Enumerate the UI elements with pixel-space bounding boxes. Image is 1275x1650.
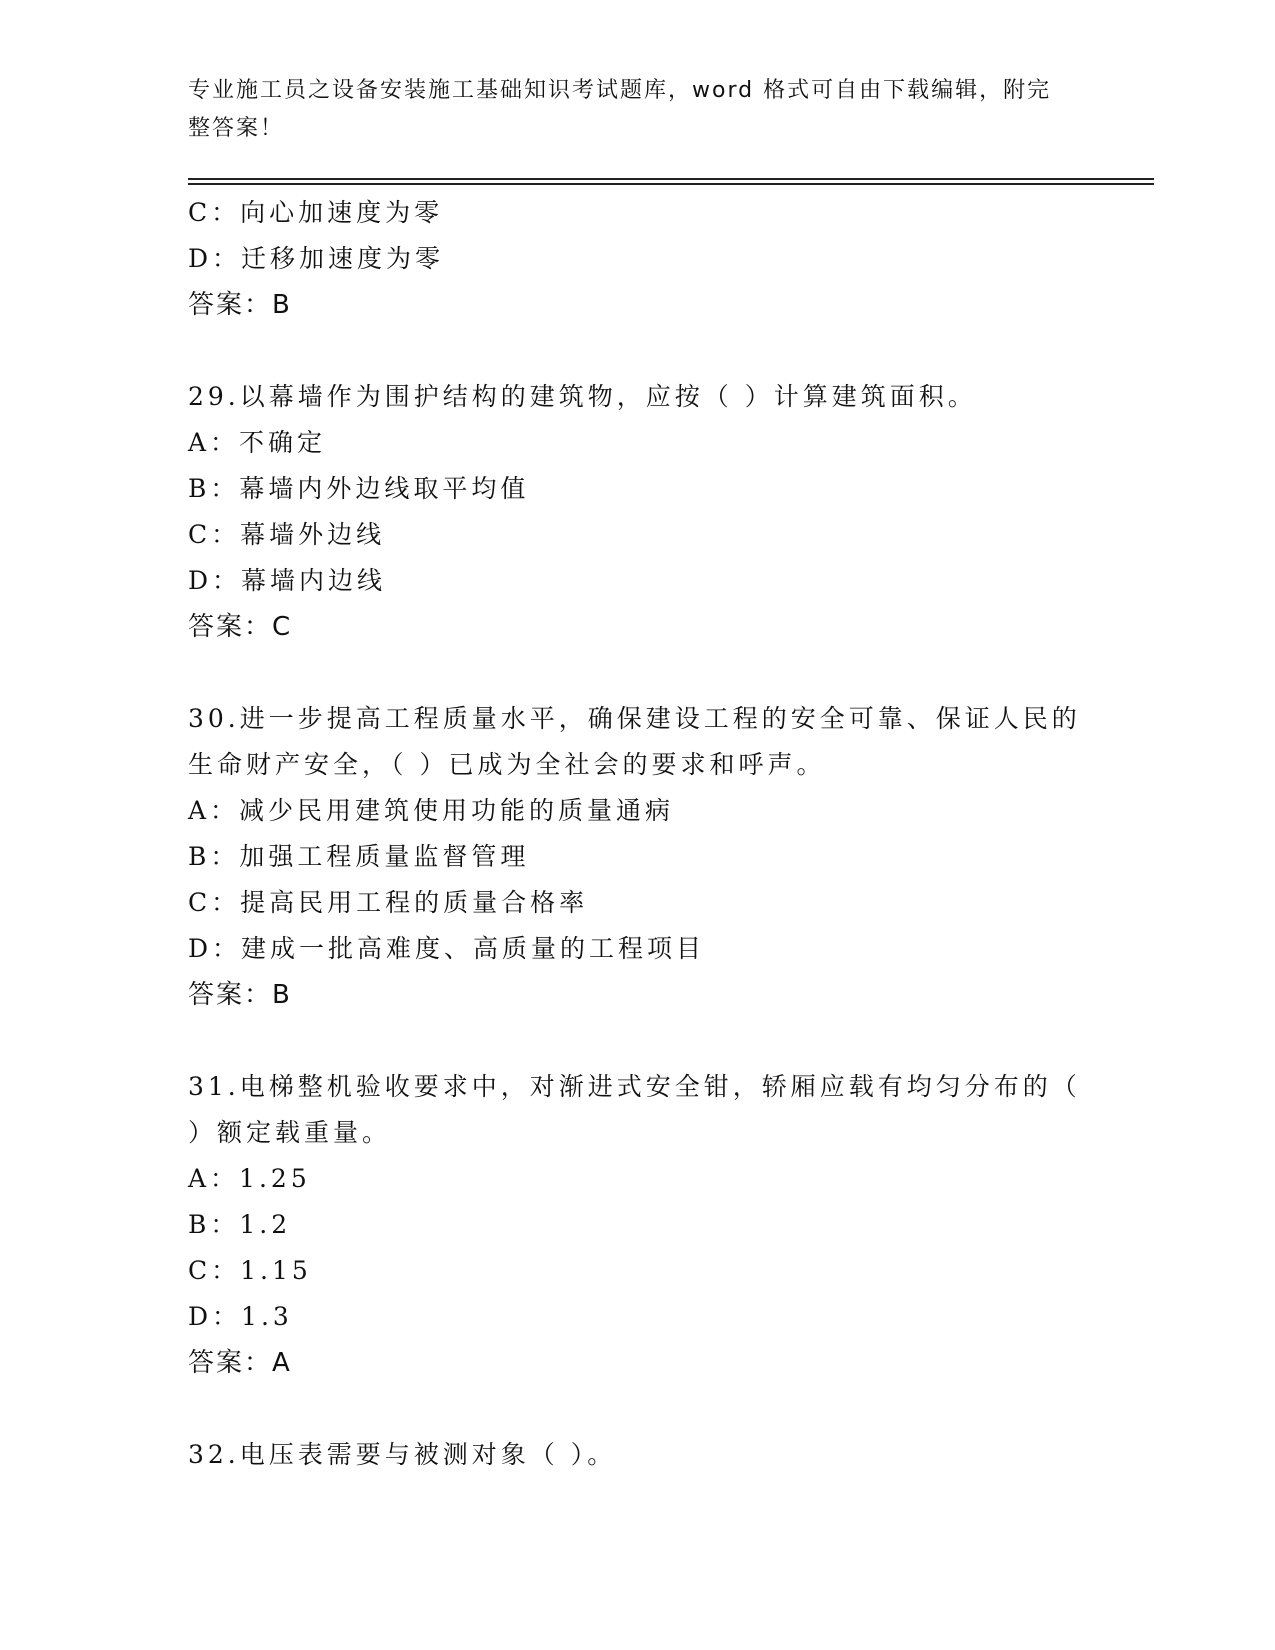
spacer	[188, 650, 1088, 696]
spacer	[188, 1018, 1088, 1064]
option-d: D：1.3	[188, 1302, 293, 1331]
question-block	[188, 1432, 1088, 1478]
answer-line: 答案：A	[188, 1348, 292, 1378]
option-d: D：迁移加速度为零	[188, 244, 445, 273]
option-a: A：1.25	[188, 1164, 311, 1193]
question-block	[188, 374, 1088, 650]
option-a: A：不确定	[188, 428, 327, 457]
question-text: 31.电梯整机验收要求中，对渐进式安全钳，轿厢应载有均匀分布的（ ）额定载重量。	[188, 1072, 1081, 1147]
option-c: C：提高民用工程的质量合格率	[188, 888, 589, 917]
header-divider-bottom	[188, 183, 1154, 185]
option-d: D：幕墙内边线	[188, 566, 387, 595]
option-d: D：建成一批高难度、高质量的工程项目	[188, 934, 706, 963]
option-b: B：加强工程质量监督管理	[188, 842, 530, 871]
option-c: C：1.15	[188, 1256, 312, 1285]
question-text: 29.以幕墙作为围护结构的建筑物，应按（ ）计算建筑面积。	[188, 382, 977, 411]
document-header: 专业施工员之设备安装施工基础知识考试题库，word 格式可自由下载编辑，附完整答案！	[188, 78, 1052, 141]
spacer	[188, 328, 1088, 374]
answer-line: 答案：B	[188, 980, 292, 1010]
spacer	[188, 1386, 1088, 1432]
option-c: C：幕墙外边线	[188, 520, 386, 549]
question-block	[188, 696, 1088, 1018]
header-divider-top	[188, 178, 1154, 180]
question-block	[188, 1064, 1088, 1386]
question-text: 30.进一步提高工程质量水平，确保建设工程的安全可靠、保证人民的生命财产安全，（ ）已成为全社会的要求和呼声。	[188, 704, 1081, 779]
option-a: A：减少民用建筑使用功能的质量通病	[188, 796, 675, 825]
option-b: B：1.2	[188, 1210, 292, 1239]
answer-line: 答案：B	[188, 290, 292, 320]
option-c: C：向心加速度为零	[188, 198, 444, 227]
question-text: 32.电压表需要与被测对象（ ）。	[188, 1440, 617, 1469]
answer-line: 答案：C	[188, 612, 293, 642]
question-list	[188, 190, 1088, 1478]
question-block	[188, 190, 1088, 328]
option-b: B：幕墙内外边线取平均值	[188, 474, 530, 503]
